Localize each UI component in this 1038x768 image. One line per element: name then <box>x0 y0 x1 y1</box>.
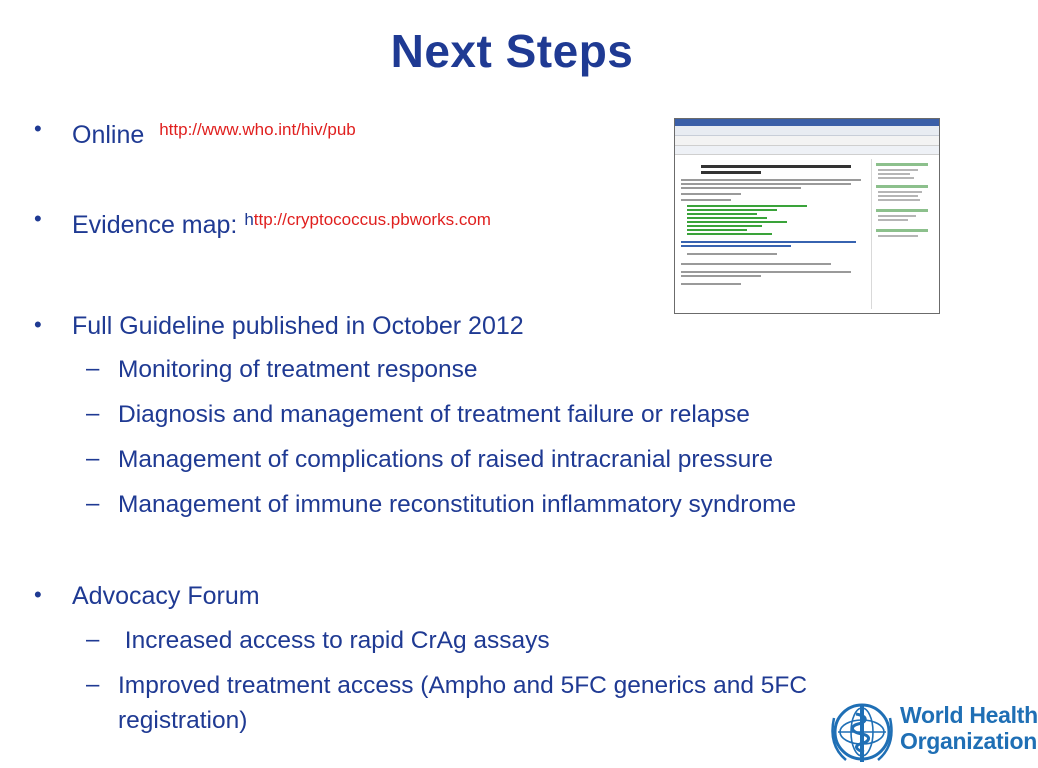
bullet-advocacy-forum: Advocacy Forum <box>72 582 260 610</box>
who-logo <box>828 696 1038 768</box>
guideline-item: Diagnosis and management of treatment failure or relapse <box>118 401 750 428</box>
bullet-full-guideline: Full Guideline published in October 2012 <box>72 312 524 340</box>
bullet-evidence-map <box>72 205 491 240</box>
bullet-icon: • <box>34 312 42 337</box>
who-emblem-icon <box>828 696 898 768</box>
guideline-item: Monitoring of treatment response <box>118 356 478 383</box>
advocacy-item: Increased access to rapid CrAg assays <box>118 627 550 654</box>
dash-icon: – <box>86 671 100 698</box>
slide-title: Next Steps <box>390 25 634 77</box>
bullet-icon: • <box>34 116 42 141</box>
who-logo-text <box>900 702 1038 754</box>
dash-icon: – <box>86 400 100 427</box>
evidence-link[interactable] <box>244 211 491 239</box>
evidence-label: Evidence map: <box>72 211 245 239</box>
guideline-item: Management of complications of raised intracranial pressure <box>118 446 774 473</box>
online-label: Online <box>72 121 145 149</box>
online-link[interactable]: http://www.who.int/hiv/pub <box>159 120 356 139</box>
guideline-item: Management of immune reconstitution inflammatory syndrome <box>118 491 797 518</box>
bullet-icon: • <box>34 206 42 231</box>
who-logo-line1: World Health <box>900 702 1038 728</box>
bullet-icon: • <box>34 582 42 607</box>
bullet-online <box>72 115 356 150</box>
evidence-link-rest: ttp://cryptococcus.pbworks.com <box>253 210 491 229</box>
advocacy-item-continued: registration) <box>118 707 248 734</box>
advocacy-item: Improved treatment access (Ampho and 5FC generics and 5FC <box>118 672 808 699</box>
dash-icon: – <box>86 445 100 472</box>
dash-icon: – <box>86 626 100 653</box>
dash-icon: – <box>86 355 100 382</box>
guideline-webpage-screenshot <box>674 118 940 314</box>
who-logo-line2: Organization <box>900 728 1037 754</box>
evidence-link-first: h <box>244 210 254 229</box>
dash-icon: – <box>86 490 100 517</box>
